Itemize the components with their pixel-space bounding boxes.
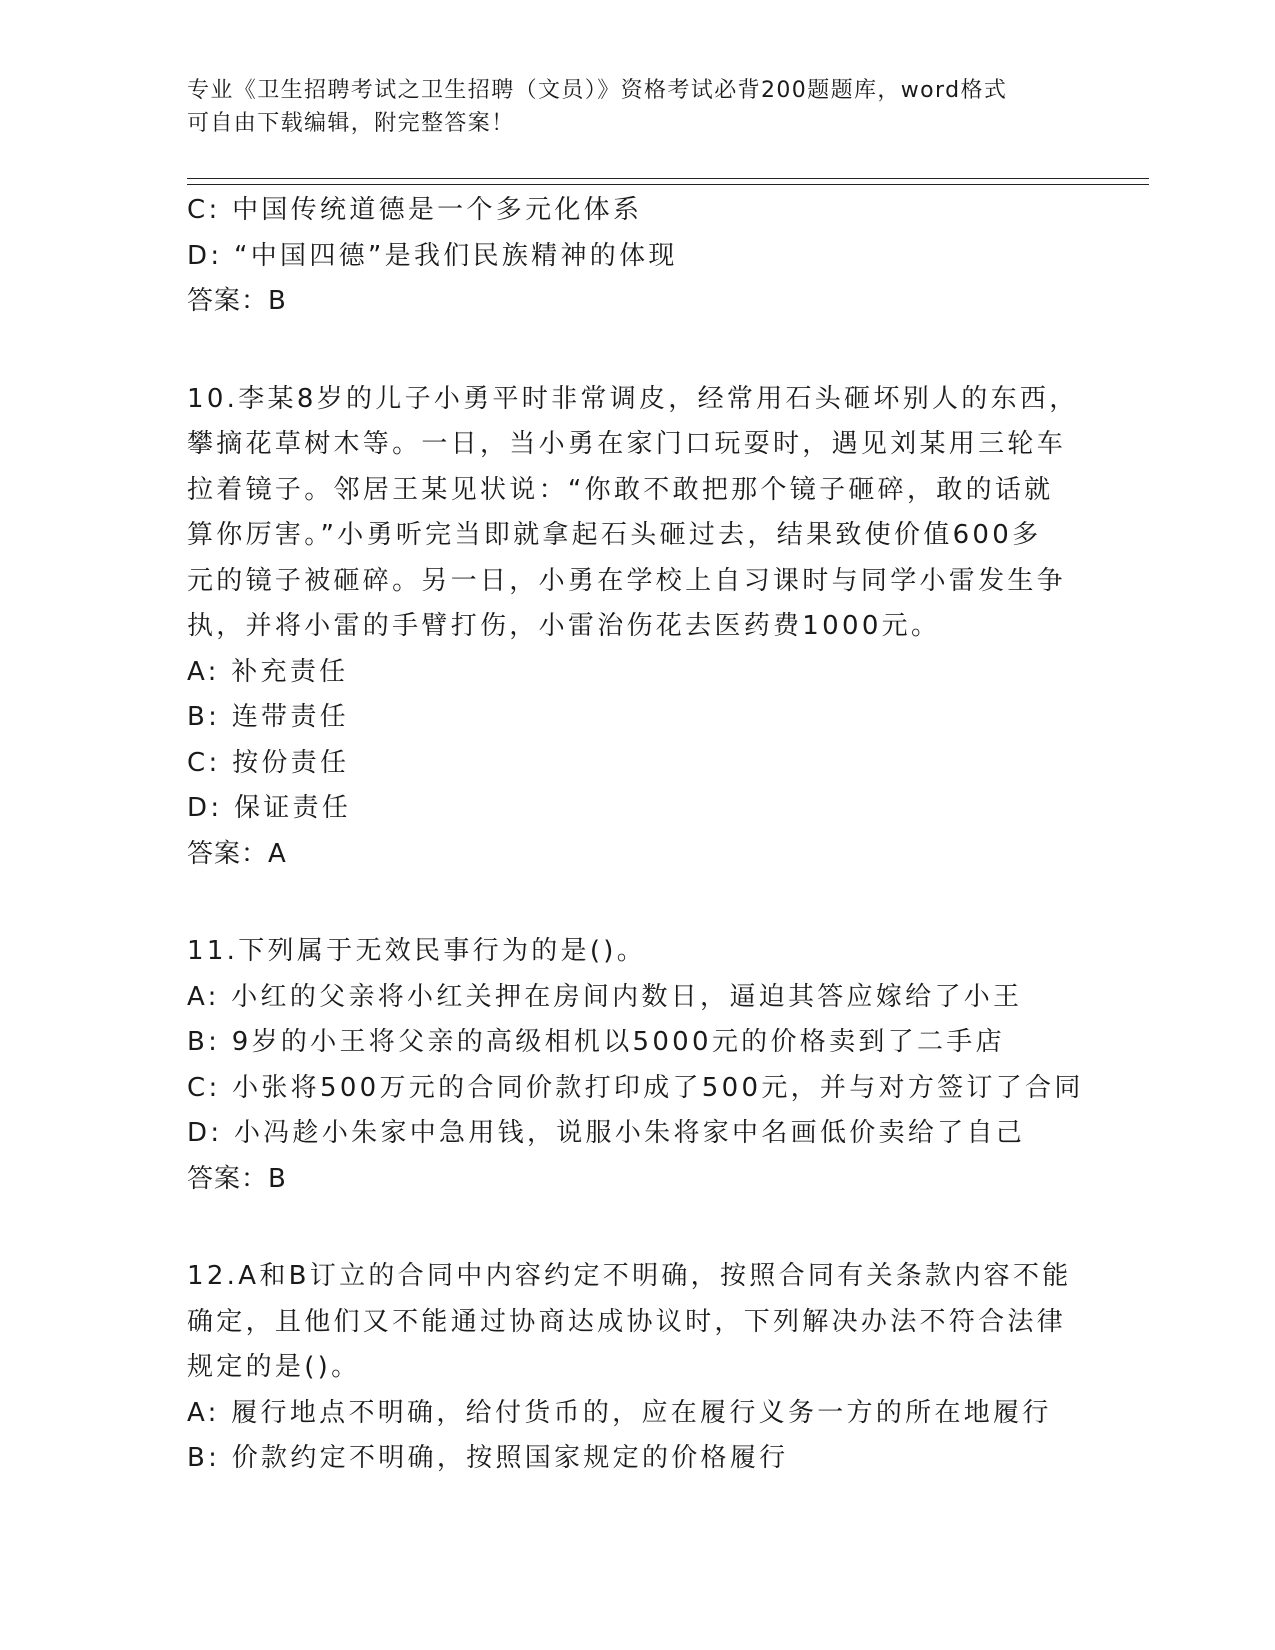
question-10: [187, 377, 1087, 878]
question-stem: [187, 1254, 1087, 1391]
stem-line: 12.A和B订立的合同中内容约定不明确，按照合同有关条款内容不能: [187, 1261, 1072, 1291]
stem-line: 确定，且他们又不能通过协商达成协议时，下列解决办法不符合法律: [187, 1306, 1067, 1337]
option-d: D: “中国四德”是我们民族精神的体现: [187, 240, 678, 271]
stem-line: 10.李某8岁的儿子小勇平时非常调皮，经常用石头砸坏别人的东西，: [187, 383, 1079, 414]
question-12: [187, 1254, 1087, 1482]
option-a: A: 履行地点不明确，给付货币的，应在履行义务一方的所在地履行: [187, 1397, 1052, 1428]
option-d: D: 小冯趁小朱家中急用钱，说服小朱将家中名画低价卖给了自己: [187, 1118, 1026, 1148]
option-d: D: 保证责任: [187, 793, 352, 823]
option-a: A: 补充责任: [187, 656, 349, 687]
question-stem: [187, 377, 1087, 650]
stem-line: 元的镜子被砸碎。另一日，小勇在学校上自习课时与同学小雷发生争: [187, 565, 1067, 596]
page-header: [187, 74, 1067, 140]
stem-line: 算你厉害。”小勇听完当即就拿起石头砸过去，结果致使价值600多: [187, 520, 1042, 550]
answer-line: 答案：B: [187, 286, 287, 316]
stem-line: 攀摘花草树木等。一日，当小勇在家门口玩耍时，遇见刘某用三轮车: [187, 429, 1067, 459]
stem-line: 规定的是()。: [187, 1352, 361, 1382]
option-b: B: 价款约定不明确，按照国家规定的价格履行: [187, 1443, 789, 1473]
question-9: [187, 188, 1087, 325]
stem-line: 拉着镜子。邻居王某见状说：“你敢不敢把那个镜子砸碎，敢的话就: [187, 474, 1054, 505]
question-stem: 11.下列属于无效民事行为的是()。: [187, 936, 647, 966]
question-11: [187, 929, 1087, 1202]
header-title-line-1: 专业《卫生招聘考试之卫生招聘（文员）》资格考试必背200题题库，word格式: [187, 78, 1008, 103]
question-spacer: [187, 1202, 1087, 1254]
option-b: B: 9岁的小王将父亲的高级相机以5000元的价格卖到了二手店: [187, 1027, 1005, 1057]
header-divider: [187, 178, 1149, 185]
question-spacer: [187, 325, 1087, 377]
option-c: C: 按份责任: [187, 747, 350, 778]
question-spacer: [187, 877, 1087, 929]
answer-line: 答案：A: [187, 838, 287, 869]
option-c: C: 中国传统道德是一个多元化体系: [187, 195, 643, 225]
question-content: [187, 188, 1087, 1482]
answer-line: 答案：B: [187, 1163, 287, 1194]
header-title-line-2: 可自由下载编辑，附完整答案！: [187, 111, 515, 136]
option-a: A: 小红的父亲将小红关押在房间内数日，逼迫其答应嫁给了小王: [187, 981, 1023, 1012]
option-c: C: 小张将500万元的合同价款打印成了500元，并与对方签订了合同: [187, 1072, 1084, 1103]
option-b: B: 连带责任: [187, 702, 349, 732]
stem-line: 执，并将小雷的手臂打伤，小雷治伤花去医药费1000元。: [187, 611, 941, 641]
